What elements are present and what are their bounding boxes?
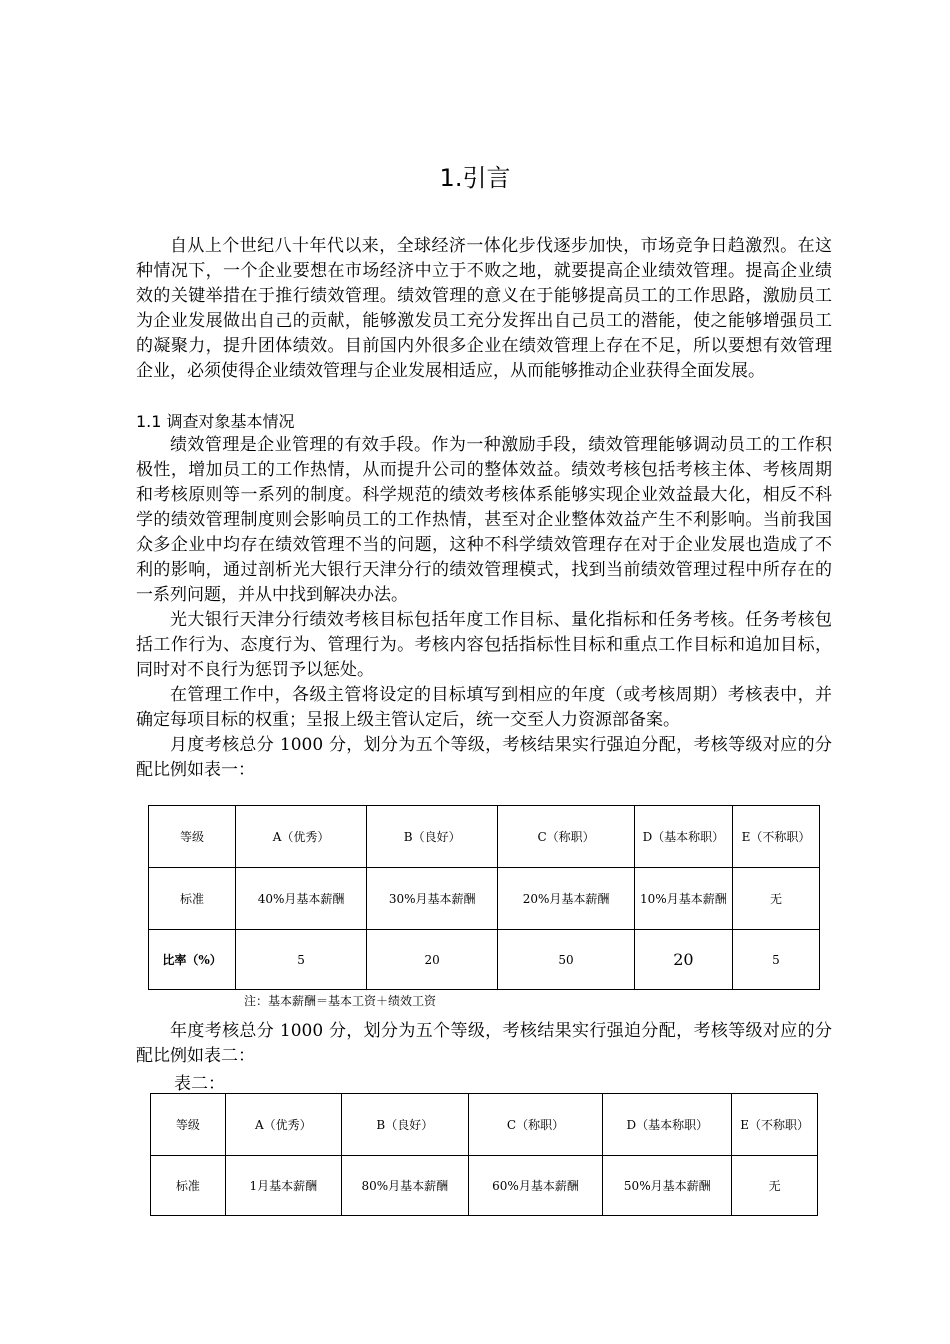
section-paragraph: 月度考核总分 1000 分，划分为五个等级，考核结果实行强迫分配，考核等级对应的分配比例如表一：	[136, 735, 832, 780]
intro-paragraph: 自从上个世纪八十年代以来，全球经济一体化步伐逐步加快，市场竞争日趋激烈。在这种情况下，一个企业要想在市场经济中立于不败之地，就要提高企业绩效管理。提高企业绩效的关键举措在于推行绩效管理。绩效管理的意义在于能够提高员工的工作思路，激励员工为企业发展做出自己的贡献，能够激发员工充分发挥出自己员工的潜能，使之能够增强员工的凝聚力，提升团体绩效。目前国内外很多企业在绩效管理上存在不足，所以要想有效管理企业，必须使得企业绩效管理与企业发展相适应，从而能够推动企业获得全面发展。	[136, 236, 832, 381]
table-row	[149, 930, 820, 990]
table-cell: 等级	[151, 1094, 226, 1156]
table-note: 注：基本薪酬＝基本工资＋绩效工资	[244, 994, 437, 1008]
table-cell: C（称职）	[498, 806, 635, 868]
section-heading: 1.1 调查对象基本情况	[136, 412, 295, 431]
grade-table-annual	[150, 1093, 818, 1216]
table-cell: D（基本称职）	[634, 806, 732, 868]
grade-table-monthly	[148, 805, 820, 990]
table-cell: 1月基本薪酬	[225, 1156, 341, 1216]
table-cell: C（称职）	[468, 1094, 602, 1156]
page-title: 1.引言	[439, 164, 511, 192]
section-body	[136, 433, 832, 783]
table-cell: 20	[367, 930, 498, 990]
section-paragraph: 绩效管理是企业管理的有效手段。作为一种激励手段，绩效管理能够调动员工的工作积极性，增加员工的工作热情，从而提升公司的整体效益。绩效考核包括考核主体、考核周期和考核原则等一系列的制度。科学规范的绩效考核体系能够实现企业效益最大化，相反不科学的绩效管理制度则会影响员工的工作热情，甚至对企业整体效益产生不利影响。当前我国众多企业中均存在绩效管理不当的问题，这种不科学绩效管理存在对于企业发展也造成了不利的影响，通过剖析光大银行天津分行的绩效管理模式，找到当前绩效管理过程中所存在的一系列问题，并从中找到解决办法。	[136, 435, 832, 605]
table-cell: 5	[732, 930, 819, 990]
table-cell: 50%月基本薪酬	[603, 1156, 732, 1216]
table-cell: 50	[498, 930, 635, 990]
table-cell: B（良好）	[367, 806, 498, 868]
table-cell: 20	[634, 930, 732, 990]
table-cell: 10%月基本薪酬	[634, 868, 732, 930]
table-cell: A（优秀）	[236, 806, 367, 868]
table-cell: 标准	[151, 1156, 226, 1216]
table-cell: E（不称职）	[732, 1094, 818, 1156]
table-cell: 等级	[149, 806, 236, 868]
table-row	[151, 1156, 818, 1216]
table-cell: 20%月基本薪酬	[498, 868, 635, 930]
table-row	[149, 868, 820, 930]
table-cell: 无	[732, 868, 819, 930]
table-cell: 80%月基本薪酬	[341, 1156, 468, 1216]
table-cell: 无	[732, 1156, 818, 1216]
table-cell: 比率（%）	[149, 930, 236, 990]
table-cell: 标准	[149, 868, 236, 930]
table-cell: B（良好）	[341, 1094, 468, 1156]
annual-paragraph: 年度考核总分 1000 分，划分为五个等级，考核结果实行强迫分配，考核等级对应的分配比例如表二：	[136, 1021, 832, 1066]
section-paragraph: 光大银行天津分行绩效考核目标包括年度工作目标、量化指标和任务考核。任务考核包括工作行为、态度行为、管理行为。考核内容包括指标性目标和重点工作目标和追加目标，同时对不良行为惩罚予以惩处。	[136, 610, 832, 680]
table-cell: E（不称职）	[732, 806, 819, 868]
table-caption: 表二：	[174, 1074, 225, 1094]
table-cell: 5	[236, 930, 367, 990]
annual-section	[136, 1019, 832, 1069]
table-cell: A（优秀）	[225, 1094, 341, 1156]
table-cell: 60%月基本薪酬	[468, 1156, 602, 1216]
table-row	[151, 1094, 818, 1156]
table-row	[149, 806, 820, 868]
section-paragraph: 在管理工作中，各级主管将设定的目标填写到相应的年度（或考核周期）考核表中，并确定每项目标的权重；呈报上级主管认定后，统一交至人力资源部备案。	[136, 685, 832, 730]
table-cell: 30%月基本薪酬	[367, 868, 498, 930]
intro-section	[136, 234, 832, 384]
table-cell: 40%月基本薪酬	[236, 868, 367, 930]
table-cell: D（基本称职）	[603, 1094, 732, 1156]
